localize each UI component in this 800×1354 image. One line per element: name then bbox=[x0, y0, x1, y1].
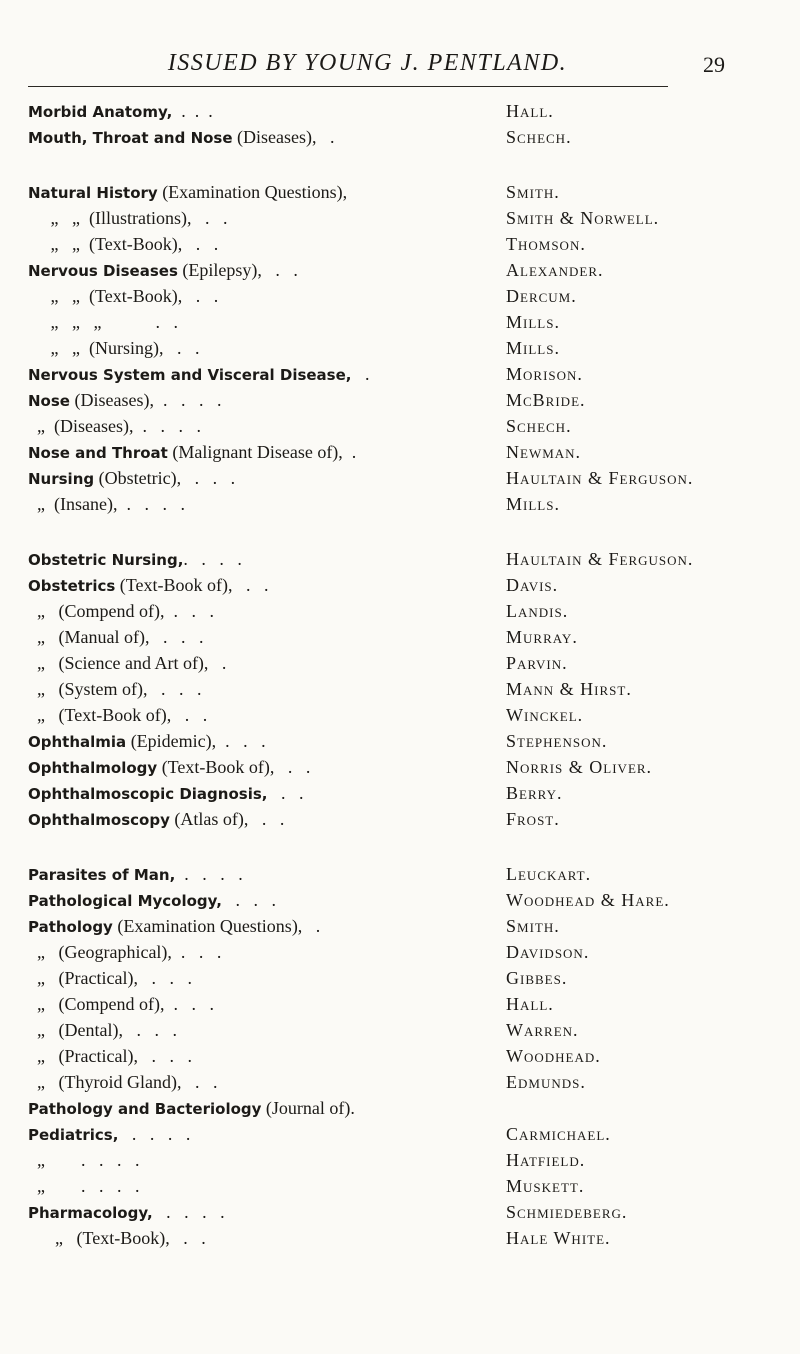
entry-author: Berry. bbox=[506, 783, 563, 803]
entry-heading: Pathology and Bacteriology bbox=[28, 1100, 262, 1118]
index-entry bbox=[28, 861, 788, 887]
index-entry bbox=[28, 1017, 788, 1043]
index-entry bbox=[28, 676, 788, 702]
entry-author: Newman. bbox=[506, 442, 582, 462]
entry-subject bbox=[28, 231, 218, 258]
entry-author: Smith & Norwell. bbox=[506, 208, 660, 228]
index-entry bbox=[28, 361, 788, 387]
entry-heading: Ophthalmia bbox=[28, 733, 127, 751]
entry-subject bbox=[28, 413, 201, 440]
index-entry bbox=[28, 124, 788, 150]
entry-author: Winckel. bbox=[506, 705, 584, 725]
entry-heading: Morbid Anatomy, bbox=[28, 103, 173, 121]
index-entry bbox=[28, 939, 788, 965]
entry-qualifier: „ (Practical), . . . bbox=[28, 1046, 192, 1066]
entry-author: Murray. bbox=[506, 627, 578, 647]
entry-qualifier: „ (Compend of), . . . bbox=[28, 994, 214, 1014]
index-entry bbox=[28, 780, 788, 806]
entry-subject bbox=[28, 1121, 190, 1148]
entry-qualifier: (Examination Questions), . bbox=[112, 916, 321, 936]
entry-subject bbox=[28, 754, 310, 781]
entry-author: Norris & Oliver. bbox=[506, 757, 653, 777]
index-entry bbox=[28, 205, 788, 231]
entry-author: Schech. bbox=[506, 416, 572, 436]
entry-qualifier: (Diseases), . . . . bbox=[69, 390, 222, 410]
entry-qualifier: „ (Text-Book of), . . bbox=[28, 705, 208, 725]
index-section bbox=[28, 861, 788, 1251]
entry-heading: Pathology bbox=[28, 918, 113, 936]
entry-subject bbox=[28, 780, 303, 807]
entry-heading: Ophthalmology bbox=[28, 759, 158, 777]
index-entry bbox=[28, 806, 788, 832]
entry-subject bbox=[28, 702, 207, 729]
entry-qualifier: (Epidemic), . . . bbox=[126, 731, 266, 751]
entry-heading: Nursing bbox=[28, 470, 95, 488]
entry-author: Mills. bbox=[506, 494, 560, 514]
index-entry bbox=[28, 624, 788, 650]
entry-qualifier: „ (Dental), . . . bbox=[28, 1020, 177, 1040]
entry-qualifier: . . bbox=[267, 783, 304, 803]
entry-qualifier: „ (Practical), . . . bbox=[28, 968, 192, 988]
entry-qualifier: . . . . bbox=[118, 1124, 191, 1144]
entry-subject bbox=[28, 861, 243, 888]
entry-author: Gibbes. bbox=[506, 968, 568, 988]
entry-subject bbox=[28, 1095, 355, 1122]
entry-author: McBride. bbox=[506, 390, 586, 410]
subject-index bbox=[28, 98, 788, 1280]
entry-qualifier: „ (Diseases), . . . . bbox=[28, 416, 201, 436]
entry-qualifier: (Diseases), . bbox=[232, 127, 335, 147]
entry-qualifier: (Atlas of), . . bbox=[169, 809, 285, 829]
entry-heading: Ophthalmoscopy bbox=[28, 811, 170, 829]
entry-heading: Ophthalmoscopic Diagnosis, bbox=[28, 785, 268, 803]
entry-qualifier: . bbox=[351, 364, 370, 384]
index-entry bbox=[28, 1199, 788, 1225]
entry-author: Warren. bbox=[506, 1020, 579, 1040]
entry-heading: Mouth, Throat and Nose bbox=[28, 129, 233, 147]
entry-author: Thomson. bbox=[506, 234, 586, 254]
entry-qualifier: „ „ (Text-Book), . . bbox=[28, 286, 219, 306]
entry-author: Leuckart. bbox=[506, 864, 592, 884]
entry-qualifier: „ (Insane), . . . . bbox=[28, 494, 185, 514]
index-entry bbox=[28, 965, 788, 991]
entry-heading: Parasites of Man, bbox=[28, 866, 176, 884]
entry-subject bbox=[28, 965, 192, 992]
index-entry bbox=[28, 1043, 788, 1069]
index-entry bbox=[28, 179, 788, 205]
index-entry bbox=[28, 231, 788, 257]
entry-heading: Nose and Throat bbox=[28, 444, 168, 462]
index-entry bbox=[28, 387, 788, 413]
entry-author: Alexander. bbox=[506, 260, 604, 280]
index-entry bbox=[28, 98, 788, 124]
entry-subject bbox=[28, 387, 221, 414]
entry-subject bbox=[28, 939, 221, 966]
index-entry bbox=[28, 1095, 788, 1121]
entry-qualifier: . . . . bbox=[152, 1202, 225, 1222]
entry-qualifier: . . . bbox=[172, 101, 213, 121]
index-entry bbox=[28, 413, 788, 439]
entry-subject bbox=[28, 491, 185, 518]
entry-author: Stephenson. bbox=[506, 731, 608, 751]
index-section bbox=[28, 98, 788, 150]
entry-author: Hall. bbox=[506, 994, 554, 1014]
entry-author: Parvin. bbox=[506, 653, 568, 673]
index-entry bbox=[28, 1225, 788, 1251]
index-entry bbox=[28, 309, 788, 335]
index-entry bbox=[28, 887, 788, 913]
entry-qualifier: „ (Compend of), . . . bbox=[28, 601, 214, 621]
index-entry bbox=[28, 1121, 788, 1147]
entry-qualifier: (Examination Questions), bbox=[157, 182, 348, 202]
entry-heading: Pharmacology, bbox=[28, 1204, 153, 1222]
entry-author: Carmichael. bbox=[506, 1124, 611, 1144]
entry-qualifier: „ . . . . bbox=[28, 1150, 140, 1170]
entry-author: Woodhead. bbox=[506, 1046, 601, 1066]
index-entry bbox=[28, 572, 788, 598]
index-entry bbox=[28, 1173, 788, 1199]
entry-subject bbox=[28, 1147, 140, 1174]
entry-heading: Pediatrics, bbox=[28, 1126, 119, 1144]
entry-qualifier: „ „ (Illustrations), . . bbox=[28, 208, 228, 228]
entry-qualifier: . . . bbox=[221, 890, 276, 910]
entry-author: Edmunds. bbox=[506, 1072, 586, 1092]
entry-subject bbox=[28, 650, 226, 677]
index-entry bbox=[28, 598, 788, 624]
page-number: 29 bbox=[703, 52, 725, 77]
entry-author: Muskett. bbox=[506, 1176, 585, 1196]
entry-subject bbox=[28, 728, 266, 755]
entry-subject bbox=[28, 887, 276, 914]
header-rule bbox=[28, 86, 668, 87]
entry-qualifier: „ . . . . bbox=[28, 1176, 140, 1196]
entry-qualifier: „ „ (Text-Book), . . bbox=[28, 234, 219, 254]
entry-qualifier: „ (Manual of), . . . bbox=[28, 627, 204, 647]
index-entry bbox=[28, 491, 788, 517]
entry-subject bbox=[28, 205, 227, 232]
entry-author: Landis. bbox=[506, 601, 569, 621]
entry-qualifier: „ „ „ . . bbox=[28, 312, 178, 332]
entry-heading: Natural History bbox=[28, 184, 158, 202]
entry-author: Schmiedeberg. bbox=[506, 1202, 628, 1222]
entry-author: Frost. bbox=[506, 809, 560, 829]
index-entry bbox=[28, 439, 788, 465]
entry-heading: Nervous System and Visceral Disease, bbox=[28, 366, 352, 384]
entry-subject bbox=[28, 1199, 225, 1226]
entry-qualifier: . . . . bbox=[175, 864, 243, 884]
entry-author: Davidson. bbox=[506, 942, 590, 962]
entry-qualifier: (Malignant Disease of), . bbox=[167, 442, 357, 462]
entry-qualifier: (Obstetric), . . . bbox=[94, 468, 236, 488]
index-entry bbox=[28, 546, 788, 572]
entry-subject bbox=[28, 806, 284, 833]
entry-author: Mills. bbox=[506, 338, 560, 358]
entry-subject bbox=[28, 676, 201, 703]
entry-author: Dercum. bbox=[506, 286, 577, 306]
entry-subject bbox=[28, 1173, 140, 1200]
entry-subject bbox=[28, 257, 298, 284]
entry-subject bbox=[28, 309, 178, 336]
entry-subject bbox=[28, 1043, 192, 1070]
index-entry bbox=[28, 283, 788, 309]
index-entry bbox=[28, 991, 788, 1017]
entry-author: Haultain & Ferguson. bbox=[506, 468, 694, 488]
entry-heading: Obstetric Nursing, bbox=[28, 551, 184, 569]
entry-subject bbox=[28, 546, 242, 573]
entry-author: Smith. bbox=[506, 916, 560, 936]
entry-subject bbox=[28, 465, 235, 492]
entry-subject bbox=[28, 1069, 217, 1096]
index-entry bbox=[28, 335, 788, 361]
entry-qualifier: (Journal of). bbox=[261, 1098, 355, 1118]
entry-author: Smith. bbox=[506, 182, 560, 202]
index-section bbox=[28, 179, 788, 517]
entry-subject bbox=[28, 439, 356, 466]
index-entry bbox=[28, 650, 788, 676]
entry-heading: Pathological Mycology, bbox=[28, 892, 222, 910]
entry-subject bbox=[28, 991, 214, 1018]
entry-subject bbox=[28, 624, 203, 651]
entry-subject bbox=[28, 283, 218, 310]
entry-qualifier: „ (Science and Art of), . bbox=[28, 653, 227, 673]
entry-author: Woodhead & Hare. bbox=[506, 890, 670, 910]
entry-author: Hall. bbox=[506, 101, 554, 121]
entry-heading: Nose bbox=[28, 392, 70, 410]
entry-author: Haultain & Ferguson. bbox=[506, 549, 694, 569]
entry-author: Davis. bbox=[506, 575, 559, 595]
entry-qualifier: „ (System of), . . . bbox=[28, 679, 202, 699]
index-entry bbox=[28, 1069, 788, 1095]
entry-author: Mills. bbox=[506, 312, 560, 332]
entry-qualifier: „ (Text-Book), . . bbox=[28, 1228, 206, 1248]
entry-author: Hale White. bbox=[506, 1228, 611, 1248]
entry-subject bbox=[28, 913, 320, 940]
index-entry bbox=[28, 913, 788, 939]
entry-subject bbox=[28, 1017, 177, 1044]
entry-qualifier: „ (Thyroid Gland), . . bbox=[28, 1072, 218, 1092]
entry-heading: Obstetrics bbox=[28, 577, 116, 595]
entry-subject bbox=[28, 598, 214, 625]
entry-qualifier: (Text-Book of), . . bbox=[157, 757, 311, 777]
index-entry bbox=[28, 257, 788, 283]
entry-heading: Nervous Diseases bbox=[28, 262, 178, 280]
entry-author: Morison. bbox=[506, 364, 583, 384]
index-section bbox=[28, 546, 788, 832]
entry-qualifier: „ „ (Nursing), . . bbox=[28, 338, 200, 358]
entry-qualifier: „ (Geographical), . . . bbox=[28, 942, 222, 962]
entry-subject bbox=[28, 572, 269, 599]
entry-subject bbox=[28, 124, 335, 151]
entry-subject bbox=[28, 1225, 206, 1252]
index-entry bbox=[28, 728, 788, 754]
index-entry bbox=[28, 702, 788, 728]
entry-qualifier: . . . . bbox=[183, 549, 242, 569]
entry-subject bbox=[28, 361, 369, 388]
index-entry bbox=[28, 754, 788, 780]
index-entry bbox=[28, 1147, 788, 1173]
entry-subject bbox=[28, 179, 347, 206]
entry-subject bbox=[28, 98, 213, 125]
running-title: ISSUED BY YOUNG J. PENTLAND. bbox=[167, 50, 568, 76]
entry-qualifier: (Epilepsy), . . bbox=[177, 260, 298, 280]
entry-author: Schech. bbox=[506, 127, 572, 147]
index-entry bbox=[28, 465, 788, 491]
entry-author: Mann & Hirst. bbox=[506, 679, 632, 699]
entry-qualifier: (Text-Book of), . . bbox=[115, 575, 269, 595]
entry-subject bbox=[28, 335, 199, 362]
entry-author: Hatfield. bbox=[506, 1150, 586, 1170]
running-header bbox=[40, 48, 725, 78]
